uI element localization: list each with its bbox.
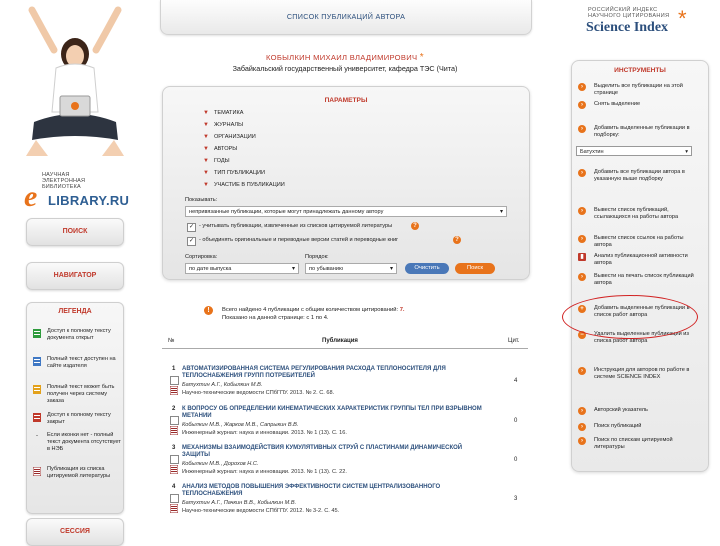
param-authors[interactable]: ▼ АВТОРЫ [203, 146, 238, 152]
closed-doc-icon [33, 413, 41, 422]
navigator-nav-button[interactable]: НАВИГАТОР [26, 262, 124, 290]
publication-authors[interactable]: Кобылкин М.В., Дорохов Н.С. [182, 461, 259, 467]
citation-value[interactable]: 4 [514, 378, 518, 384]
citation-value[interactable]: 3 [514, 496, 518, 502]
citation-count: 7. [399, 307, 405, 313]
sort-label: Сортировка: [185, 254, 218, 260]
logo-text: LIBRARY.RU [48, 193, 130, 208]
results-table-header [162, 336, 528, 349]
table-row: 4 АНАЛИЗ МЕТОДОВ ПОВЫШЕНИЯ ЭФФЕКТИВНОСТИ СИСТЕМ ЦЕНТРАЛИЗОВАННОГО ТЕПЛОСНАБЖЕНИЯ Батухтин А.Г., Пачкин В.В., Кобылкин М.В. Научно-технические ведомости СПбГПУ. 2012. № 3-2. С. 45. 3 [172, 484, 518, 514]
logo-letter: e [24, 180, 38, 213]
science-index-logo[interactable]: Science Index [586, 20, 669, 35]
publication-authors[interactable]: Батухтин А.Г., Пачкин В.В., Кобылкин М.В. [182, 500, 297, 506]
collection-select[interactable]: Батухтин ▾ [576, 146, 692, 156]
arrow-right-icon: › [578, 169, 586, 177]
legend-item: Доступ к полному тексту закрыт [33, 412, 119, 432]
publication-title-link[interactable]: АНАЛИЗ МЕТОДОВ ПОВЫШЕНИЯ ЭФФЕКТИВНОСТИ СИСТЕМ ЦЕНТРАЛИЗОВАННОГО ТЕПЛОСНАБЖЕНИЯ [182, 484, 441, 498]
publication-journal[interactable]: Инженерный журнал: наука и инновации. 2013. № 1 (13). С. 16. [182, 430, 347, 436]
asterisk-icon: * [419, 52, 424, 63]
girl-with-laptop-illustration [14, 4, 134, 164]
cited-list-icon [33, 467, 41, 476]
citation-lists-label: - учитывать публикации, извлеченные из списков цитируемой литературы [199, 223, 393, 229]
cited-list-icon [170, 465, 178, 474]
legend-item: Доступ к полному тексту документа открыт [33, 328, 119, 352]
triangle-down-icon: ▼ [203, 158, 209, 164]
plus-icon: + [578, 305, 586, 313]
merge-versions-label: - объединять оригинальные и переводные версии статей и переводные книг [199, 237, 399, 243]
triangle-down-icon: ▼ [203, 146, 209, 152]
citation-value[interactable]: 0 [514, 418, 518, 424]
triangle-down-icon: ▼ [203, 170, 209, 176]
arrow-right-icon: › [578, 83, 586, 91]
tools-title: ИНСТРУМЕНТЫ [614, 67, 666, 74]
cited-list-icon [170, 426, 178, 435]
bar-chart-icon: ▮ [578, 253, 586, 261]
show-select[interactable]: непривязанные публикации, которые могут принадлежать данному автору ▾ [185, 206, 507, 217]
asterisk-icon: * [678, 6, 687, 31]
legend-title: ЛЕГЕНДА [58, 308, 92, 315]
triangle-down-icon: ▼ [203, 122, 209, 128]
arrow-right-icon: › [578, 423, 586, 431]
param-topic[interactable]: ▼ ТЕМАТИКА [203, 110, 244, 116]
legend-panel [26, 302, 124, 514]
legend-item: Полный текст доступен на сайте издателя [33, 356, 119, 380]
order-select[interactable]: по убыванию ▾ [305, 263, 397, 274]
citation-lists-checkbox[interactable]: ✓ [188, 224, 195, 230]
page-title: СПИСОК ПУБЛИКАЦИЙ АВТОРА [286, 12, 406, 21]
row-checkbox[interactable] [170, 376, 179, 385]
publication-journal[interactable]: Научно-технические ведомости СПбГПУ. 2012. № 3-2. С. 45. [182, 508, 340, 514]
param-years[interactable]: ▼ ГОДЫ [203, 158, 230, 164]
row-checkbox[interactable] [170, 455, 179, 464]
science-index-subtitle: РОССИЙСКИЙ ИНДЕКС НАУЧНОГО ЦИТИРОВАНИЯ [588, 7, 670, 20]
arrow-right-icon: › [578, 273, 586, 281]
legend-item: Публикация из списка цитируемой литературы [33, 466, 119, 494]
open-access-doc-icon [33, 329, 41, 338]
row-checkbox[interactable] [170, 416, 179, 425]
parameters-title: ПАРАМЕТРЫ [324, 97, 368, 104]
publisher-doc-icon [33, 357, 41, 366]
help-icon[interactable]: ? [453, 236, 461, 244]
elibrary-logo[interactable] [24, 180, 130, 214]
author-name: КОБЫЛКИН МИХАИЛ ВЛАДИМИРОВИЧ * [266, 52, 424, 63]
chevron-down-icon: ▾ [499, 209, 503, 215]
col-publication: Публикация [322, 338, 358, 344]
order-doc-icon [33, 385, 41, 394]
param-journals[interactable]: ▼ ЖУРНАЛЫ [203, 122, 244, 128]
triangle-down-icon: ▼ [203, 182, 209, 188]
library-subtitle: НАУЧНАЯ ЭЛЕКТРОННАЯ БИБЛИОТЕКА [42, 172, 86, 190]
show-label: Показывать: [185, 197, 218, 203]
cited-list-icon [170, 386, 178, 395]
publication-title-link[interactable]: МЕХАНИЗМЫ ВЗАИМОДЕЙСТВИЯ КУМУЛЯТИВНЫХ СТРУЙ С ПЛАСТИНАМИ ДИНАМИЧЕСКОЙ ЗАЩИТЫ [182, 445, 463, 459]
publication-authors[interactable]: Кобылкин М.В., Жарков М.В., Сапрыкин В.В. [182, 422, 299, 428]
publication-authors[interactable]: Батухтин А.Г., Кобылкин М.В. [182, 382, 263, 388]
triangle-down-icon: ▼ [203, 110, 209, 116]
arrow-right-icon: › [578, 235, 586, 243]
chevron-down-icon: ▾ [389, 266, 393, 272]
publication-title-link[interactable]: К ВОПРОСУ ОБ ОПРЕДЕЛЕНИИ КИНЕМАТИЧЕСКИХ ХАРАКТЕРИСТИК ГРУППЫ ТЕЛ ПРИ ВЗРЫВНОМ МЕТАНИИ [182, 406, 482, 420]
param-pub-type[interactable]: ▼ ТИП ПУБЛИКАЦИИ [203, 170, 266, 176]
param-participation[interactable]: ▼ УЧАСТИЕ В ПУБЛИКАЦИИ [203, 182, 285, 188]
highlight-oval [562, 295, 698, 339]
search-button[interactable]: Поиск [455, 263, 495, 274]
cited-list-icon [170, 504, 178, 513]
dash-icon: - [36, 433, 38, 439]
table-row: 2 К ВОПРОСУ ОБ ОПРЕДЕЛЕНИИ КИНЕМАТИЧЕСКИХ ХАРАКТЕРИСТИК ГРУППЫ ТЕЛ ПРИ ВЗРЫВНОМ МЕТАНИИ Кобылкин М.В., Жарков М.В., Сапрыкин В.В. Инженерный журнал: наука и инновации. 2013. № 1 (13). С. 16. 0 [172, 406, 518, 436]
search-nav-button[interactable]: ПОИСК [26, 218, 124, 246]
session-nav-button[interactable]: СЕССИЯ [26, 518, 124, 546]
col-num: № [168, 338, 175, 344]
arrow-right-icon: › [578, 101, 586, 109]
row-checkbox[interactable] [170, 494, 179, 503]
author-affiliation: Забайкальский государственный университет, кафедра ТЭС (Чита) [232, 64, 458, 73]
arrow-right-icon: › [578, 367, 586, 375]
info-icon: ! [204, 306, 213, 315]
table-row: 3 МЕХАНИЗМЫ ВЗАИМОДЕЙСТВИЯ КУМУЛЯТИВНЫХ СТРУЙ С ПЛАСТИНАМИ ДИНАМИЧЕСКОЙ ЗАЩИТЫ Кобылкин М.В., Дорохов Н.С. Инженерный журнал: наука и инновации. 2013. № 1 (13). С. 22. 0 [172, 445, 518, 475]
publication-journal[interactable]: Научно-технические ведомости СПбГПУ. 2013. № 2. С. 68. [182, 390, 335, 396]
merge-versions-checkbox[interactable]: ✓ [188, 238, 195, 244]
clear-button[interactable]: Очистить [405, 263, 449, 274]
publication-journal[interactable]: Инженерный журнал: наука и инновации. 2013. № 1 (13). С. 22. [182, 469, 347, 475]
arrow-right-icon: › [578, 125, 586, 133]
col-citations: Цит. [508, 338, 520, 344]
page-header [160, 0, 532, 35]
legend-item: - Если иконки нет - полный текст документа отсутствует в НЭБ [33, 432, 119, 460]
citation-value[interactable]: 0 [514, 457, 518, 463]
chevron-down-icon: ▾ [685, 149, 688, 155]
param-organizations[interactable]: ▼ ОРГАНИЗАЦИИ [203, 134, 256, 140]
help-icon[interactable]: ? [411, 222, 419, 230]
triangle-down-icon: ▼ [203, 134, 209, 140]
sort-select[interactable]: по дате выпуска ▾ [185, 263, 299, 274]
parameters-panel [162, 86, 530, 280]
arrow-right-icon: › [578, 437, 586, 445]
publication-title-link[interactable]: АВТОМАТИЗИРОВАННАЯ СИСТЕМА РЕГУЛИРОВАНИЯ РАСХОДА ТЕПЛОНОСИТЕЛЯ ДЛЯ ТЕПЛОСНАБЖЕНИЯ ГРУПП ПОТРЕБИТЕЛЕЙ [182, 366, 446, 380]
table-row: 1 АВТОМАТИЗИРОВАННАЯ СИСТЕМА РЕГУЛИРОВАНИЯ РАСХОДА ТЕПЛОНОСИТЕЛЯ ДЛЯ ТЕПЛОСНАБЖЕНИЯ ГРУПП ПОТРЕБИТЕЛЕЙ Батухтин А.Г., Кобылкин М.В. Научно-технические ведомости СПбГПУ. 2013. № 2. С. 68. 4 [172, 366, 518, 396]
legend-item: Полный текст может быть получен через систему заказа [33, 384, 119, 408]
chevron-down-icon: ▾ [291, 266, 295, 272]
arrow-right-icon: › [578, 207, 586, 215]
tools-panel: ИНСТРУМЕНТЫ › Выделить все публикации на этой странице › Снять выделение › Добавить выделенные публикации в подборку: › Добавить все публикации автора в указанную выше подборку › Вывести список публикаций, ссылающихся на работы автора › Вывести список ссылок на работы автора ▮ Анализ публикационной активности автора › Вывести на печать список публикаций автора + Добавить выделенные публикации в список работ автора − Удалить выделенные публикации из списка работ автора › Инструкция для авторов по работе в системе SCIENCE INDEX › Авторский указатель › Поиск публикаций › Поиск по спискам цитируемой литературы [571, 60, 709, 472]
order-label: Порядок: [305, 254, 329, 260]
results-summary: Всего найдено 4 публикации с общим количеством цитирований: 7. Показано на данной странице: с 1 по 4. [222, 307, 405, 321]
minus-icon: − [578, 331, 586, 339]
arrow-right-icon: › [578, 407, 586, 415]
